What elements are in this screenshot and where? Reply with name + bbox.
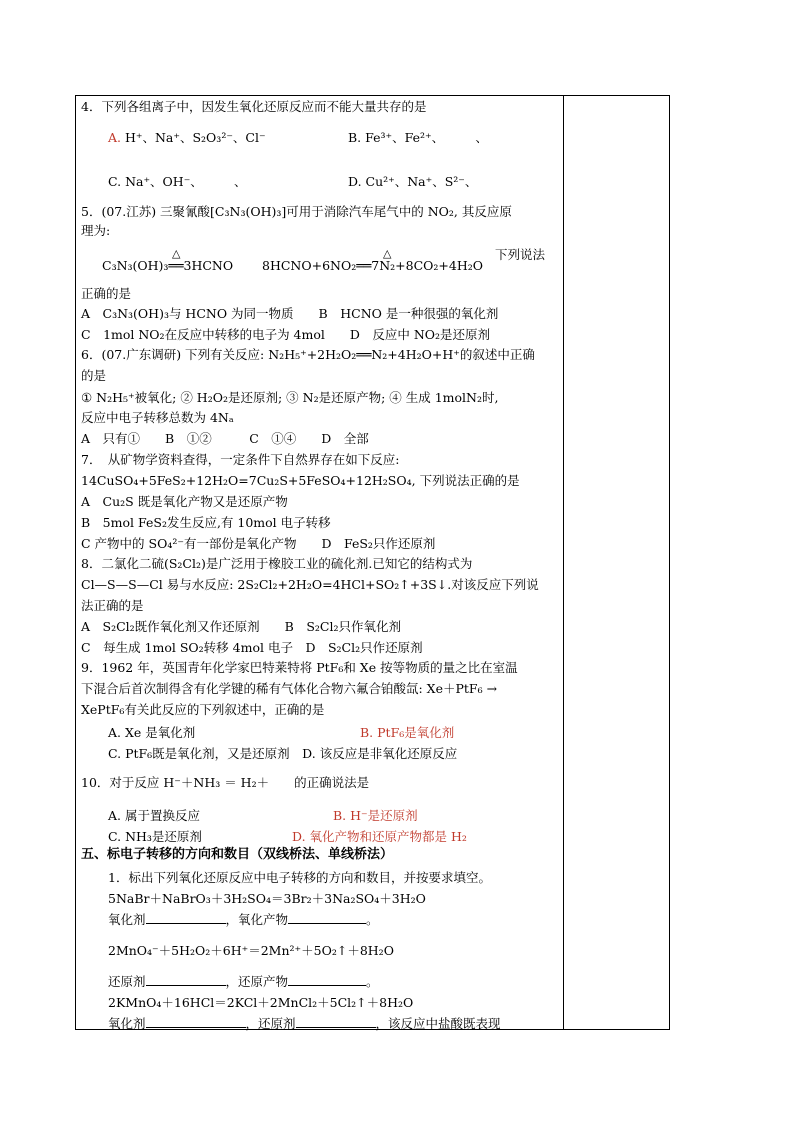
q4-stem: 4．下列各组离子中，因发生氧化还原反应而不能大量共存的是	[81, 99, 427, 114]
section-5-title: 五、标电子转移的方向和数目（双线桥法、单线桥法）	[81, 847, 394, 862]
section-5-fill-2	[108, 972, 379, 990]
q4-option-d: D. Cu²⁺、Na⁺、S²⁻、	[348, 174, 478, 189]
fill-label: 。	[366, 974, 379, 989]
q6-items-line2: 反应中电子转移总数为 4Nₐ	[81, 410, 234, 425]
q5-equation-1: C₃N₃(OH)₃══3HCNO	[102, 258, 234, 273]
section-5-fill-3	[108, 1014, 501, 1032]
answer-blank[interactable]	[146, 973, 226, 986]
section-5-instructions: 1．标出下列氧化还原反应中电子转移的方向和数目，并按要求填空。	[108, 870, 491, 885]
fill-label: ，还原剂	[245, 1016, 296, 1031]
q8-stem-line2: Cl—S—S—Cl 易与水反应: 2S₂Cl₂+2H₂O=4HCl+SO₂↑+3S↓.对该反应下列说	[81, 577, 539, 592]
q9-option-b: B. PtF₆是氧化剂	[360, 725, 455, 740]
q9-stem-line3: XePtF₆有关此反应的下列叙述中，正确的是	[81, 702, 325, 717]
section-5-equation-3: 2KMnO₄＋16HCl＝2KCl＋2MnCl₂＋5Cl₂↑＋8H₂O	[108, 995, 414, 1010]
q6-stem-line2: 的是	[81, 368, 107, 383]
q10-option-c: C. NH₃是还原剂	[108, 829, 202, 844]
fill-label: 氧化剂	[108, 1016, 146, 1031]
section-5-fill-1	[108, 910, 379, 928]
q7-stem-line1: 7． 从矿物学资料查得，一定条件下自然界存在如下反应:	[81, 452, 400, 467]
q5-stem-line1: 5．(07.江苏) 三聚氰酸[C₃N₃(OH)₃]可用于消除汽车尾气中的 NO₂, 其反应原	[81, 204, 512, 219]
q4-option-c: C. Na⁺、OH⁻、 、	[108, 174, 247, 189]
q7-option-b: B 5mol FeS₂发生反应,有 10mol 电子转移	[81, 515, 331, 530]
q8-stem-line3: 法正确的是	[81, 598, 144, 613]
q10-option-d	[292, 827, 467, 845]
fill-label: 还原剂	[108, 974, 146, 989]
q5-options-cd: C 1mol NO₂在反应中转移的电子为 4mol D 反应中 NO₂是还原剂	[81, 327, 491, 342]
q5-stem-line2: 理为:	[81, 223, 111, 238]
fill-label: 。	[366, 912, 379, 927]
q8-options-ab: A S₂Cl₂既作氧化剂又作还原剂 B S₂Cl₂只作氧化剂	[81, 619, 402, 634]
q10-option-d-text: D. 氧化产物和还原产物都是 H₂	[292, 829, 467, 844]
fill-label: ，氧化产物	[225, 912, 289, 927]
q4-option-a-text: H⁺、Na⁺、S₂O₃²⁻、Cl⁻	[125, 130, 266, 145]
q8-stem-line1: 8．二氯化二硫(S₂Cl₂)是广泛用于橡胶工业的硫化剂.已知它的结构式为	[81, 556, 473, 571]
q6-options: A 只有① B ①② C ①④ D 全部	[81, 431, 369, 446]
fill-label: ，还原产物	[225, 974, 289, 989]
answer-blank[interactable]	[146, 911, 226, 924]
q5-options-ab: A C₃N₃(OH)₃与 HCNO 为同一物质 B HCNO 是一种很强的氧化剂	[81, 306, 499, 321]
section-5-equation-1: 5NaBr＋NaBrO₃＋3H₂SO₄＝3Br₂＋3Na₂SO₄＋3H₂O	[108, 891, 426, 906]
fill-label: 氧化剂	[108, 912, 146, 927]
q8-options-cd: C 每生成 1mol SO₂转移 4mol 电子 D S₂Cl₂只作还原剂	[81, 640, 423, 655]
q4-option-a-letter: A.	[108, 130, 122, 145]
q5-stem-tail: 下列说法	[495, 247, 546, 262]
q7-options-cd: C 产物中的 SO₄²⁻有一部份是氧化产物 D FeS₂只作还原剂	[81, 536, 436, 551]
q10-option-a: A. 属于置换反应	[108, 808, 200, 823]
answer-blank[interactable]	[288, 973, 366, 986]
q10-stem: 10．对于反应 H⁻＋NH₃ ＝ H₂＋ 的正确说法是	[81, 775, 370, 790]
q4-option-b: B. Fe³⁺、Fe²⁺、 、	[348, 130, 488, 145]
q5-equation-2: 8HCNO+6NO₂══7N₂+8CO₂+4H₂O	[262, 258, 484, 273]
q5-stem-line3: 正确的是	[81, 286, 132, 301]
heat-triangle-icon: △	[172, 247, 181, 260]
q7-stem-line2: 14CuSO₄+5FeS₂+12H₂O=7Cu₂S+5FeSO₄+12H₂SO₄, 下列说法正确的是	[81, 473, 520, 488]
q10-option-b: B. H⁻是还原剂	[333, 808, 418, 823]
section-5-equation-2: 2MnO₄⁻＋5H₂O₂＋6H⁺＝2Mn²⁺＋5O₂↑＋8H₂O	[108, 943, 394, 958]
q7-option-a: A Cu₂S 既是氧化产物又是还原产物	[81, 494, 288, 509]
answer-blank[interactable]	[296, 1015, 376, 1028]
q9-stem-line1: 9．1962 年，英国青年化学家巴特莱特将 PtF₆和 Xe 按等物质的量之比在室温	[81, 660, 518, 675]
q9-option-a: A. Xe 是氧化剂	[108, 725, 196, 740]
fill-label: ，该反应中盐酸既表现	[375, 1016, 501, 1031]
column-divider	[563, 95, 564, 1030]
q6-items-line1: ① N₂H₅⁺被氧化; ② H₂O₂是还原剂; ③ N₂是还原产物; ④ 生成 1molN₂时,	[81, 390, 499, 405]
q9-stem-line2: 下混合后首次制得含有化学键的稀有气体化合物六氟合铂酸氙: Xe＋PtF₆ →	[81, 681, 498, 696]
q9-options-cd: C. PtF₆既是氧化剂，又是还原剂 D. 该反应是非氧化还原反应	[108, 746, 458, 761]
answer-blank[interactable]	[288, 911, 366, 924]
q6-stem-line1: 6．(07.广东调研) 下列有关反应: N₂H₅⁺+2H₂O₂══N₂+4H₂O+H⁺的叙述中正确	[81, 347, 535, 362]
q4-option-a	[108, 128, 266, 146]
answer-blank[interactable]	[146, 1015, 246, 1028]
heat-triangle-icon: △	[383, 247, 392, 260]
